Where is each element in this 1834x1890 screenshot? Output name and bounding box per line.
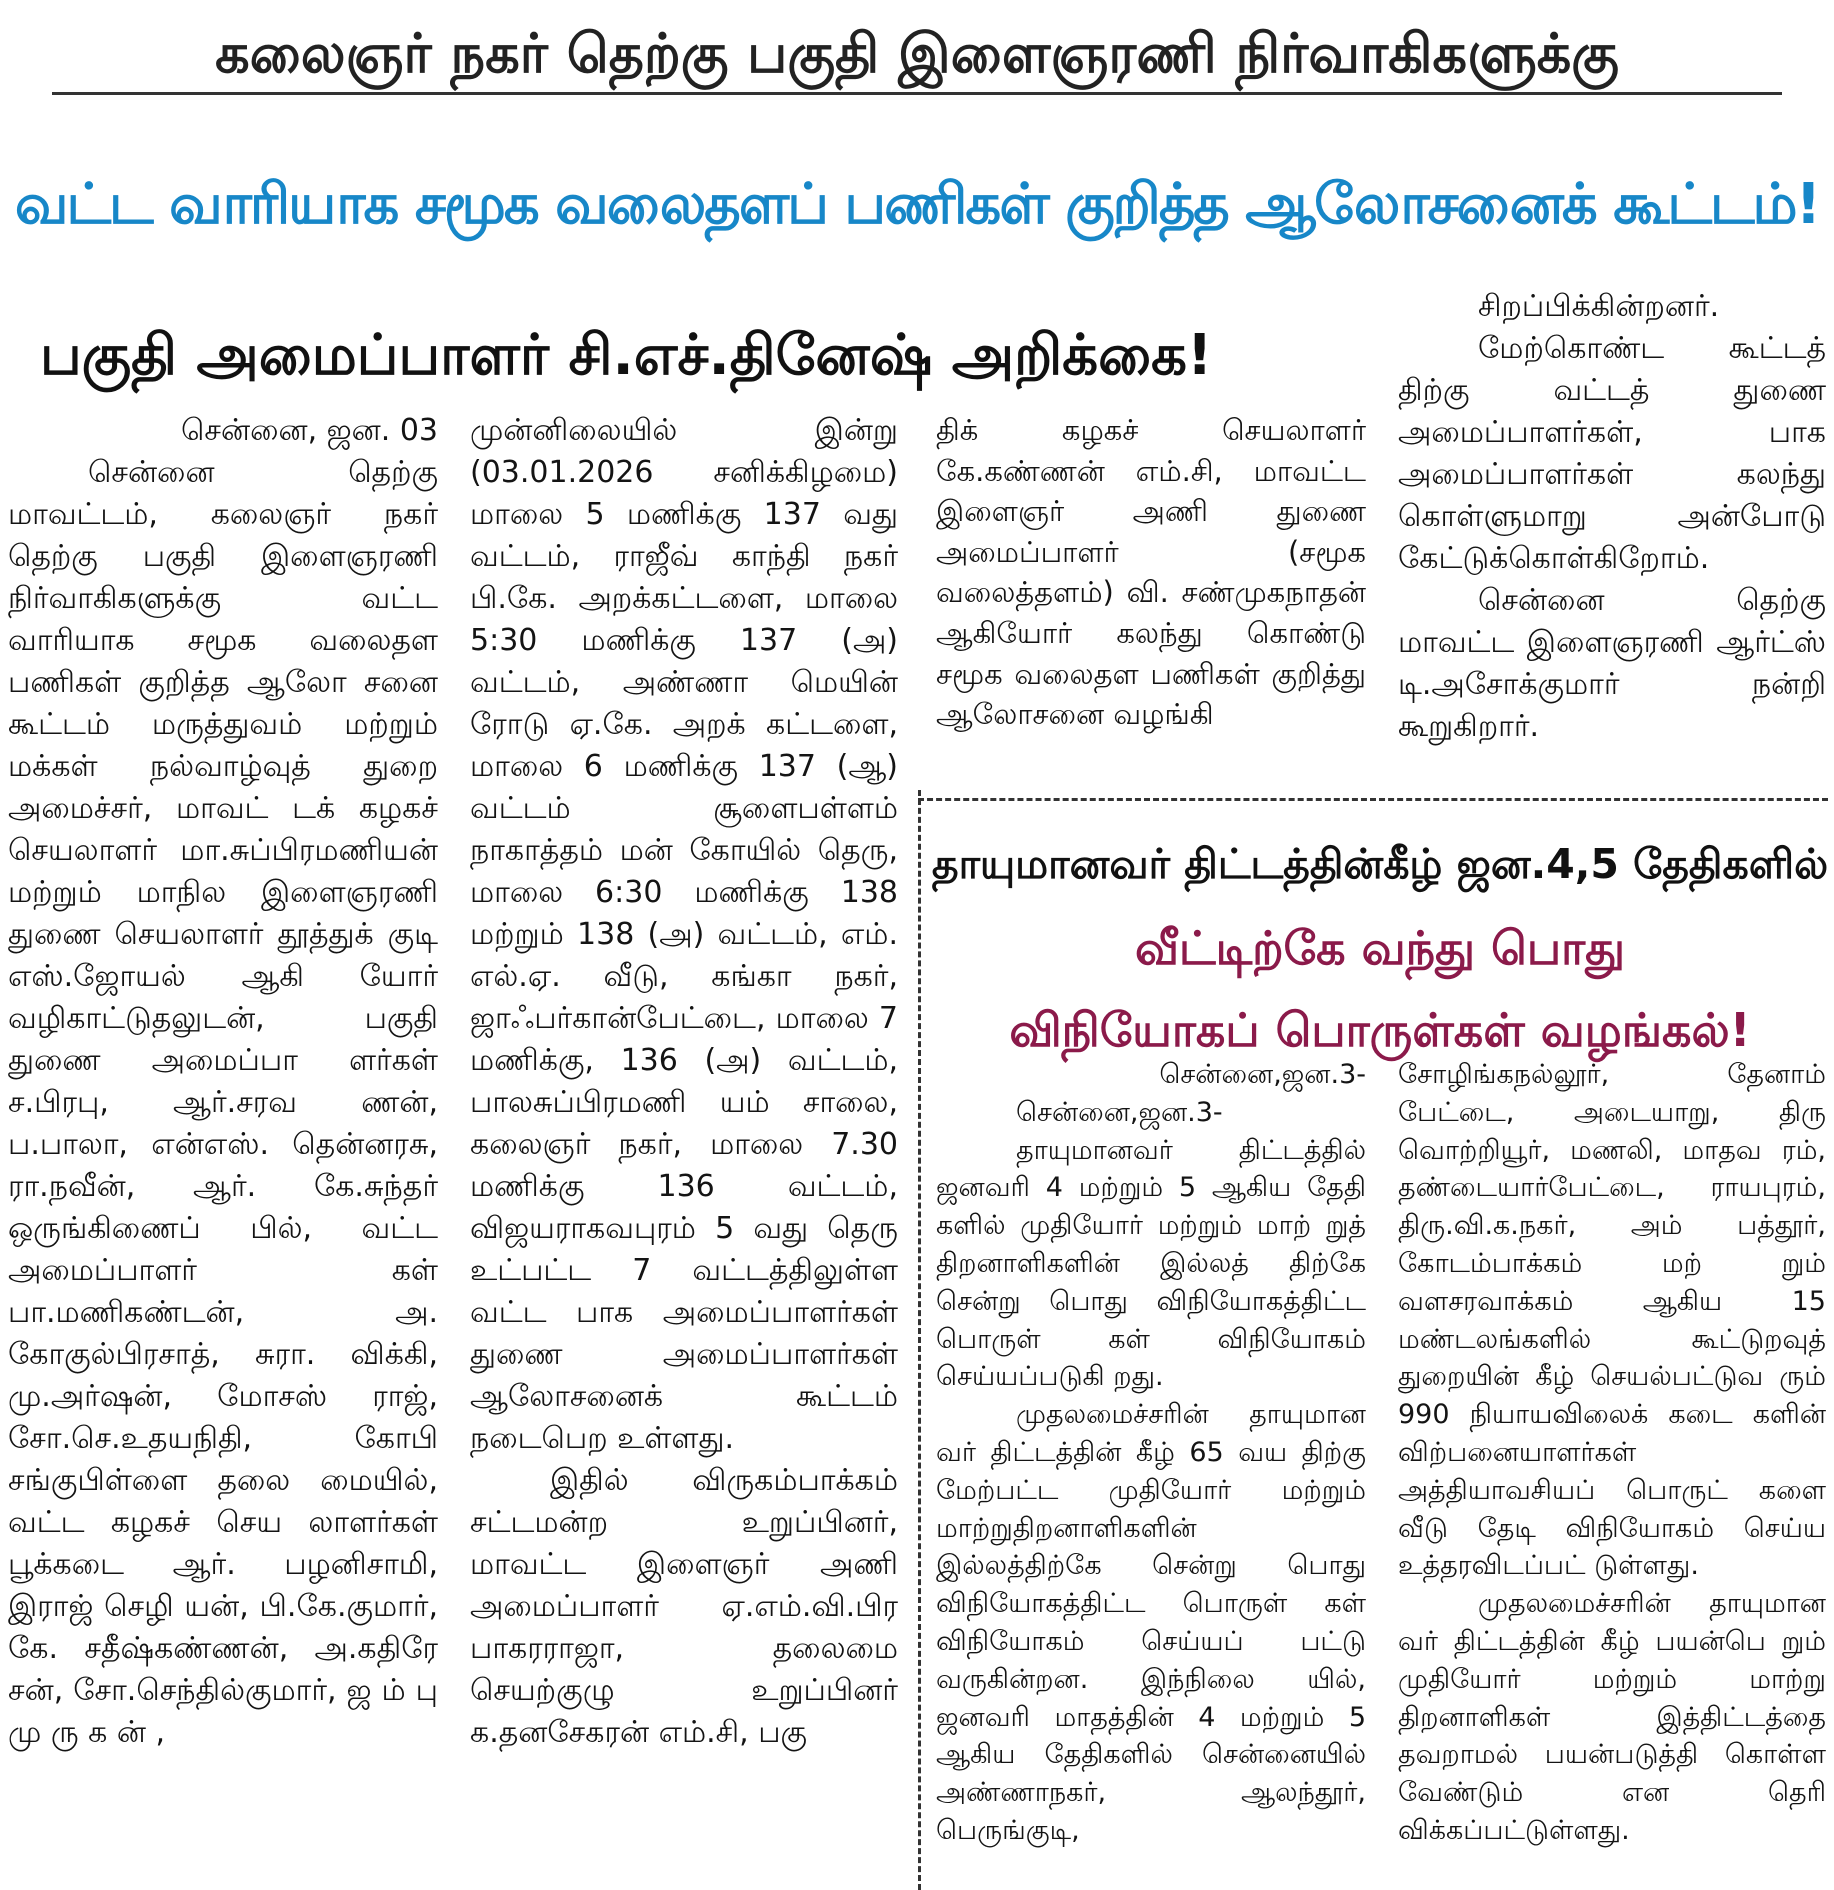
sub-headline: பகுதி அமைப்பாளர் சி.எச்.தினேஷ் அறிக்கை! [40, 323, 1213, 388]
article2-headline-line1: வீட்டிற்கே வந்து பொது [1134, 921, 1626, 975]
article1-paragraph: திக் கழகச் செயலாளர் கே.கண்ணன் எம்.சி, மாவட்ட இளைஞர் அணி துணை அமைப்பாளர் (சமூக வலைத்தளம்) வி. சண்முகநாதன் ஆகியோர் கலந்து கொண்டு சமூக வலைதள பணிகள் குறித்து ஆலோசனை வழங்கி [936, 413, 1366, 732]
article2-headline-line2: விநியோகப் பொருள்கள் வழங்கல்! [1009, 1003, 1751, 1057]
article1-paragraph: சென்னை தெற்கு மாவட்ட இளைஞரணி ஆர்ட்ஸ் டி.அசோக்குமார் நன்றி கூறுகிறார். [1398, 583, 1826, 744]
article1-column-4 [1398, 286, 1826, 786]
article2-dateline: சென்னை,ஜன.3- [1159, 1059, 1366, 1090]
article1-dateline: சென்னை, ஜன. 03 [181, 413, 438, 448]
kicker-underline [52, 92, 1782, 95]
box-divider-horizontal [918, 798, 1828, 801]
article2-dateline-repeat: சென்னை,ஜன.3- [1016, 1096, 1223, 1128]
article1-column-2 [470, 410, 898, 1850]
article1-paragraph: சிறப்பிக்கின்றனர். [1478, 289, 1720, 324]
article1-column-3 [936, 410, 1366, 770]
article1-paragraph: இதில் விருகம்பாக்கம் சட்டமன்ற உறுப்பினர், மாவட்ட இளைஞர் அணி அமைப்பாளர் ஏ.எம்.வி.பிர பாகரராஜா, தலைமை செயற்குழு உறுப்பினர் க.தனசேகரன் எம்.சி, பகு [470, 1463, 898, 1750]
kicker-headline: கலைஞர் நகர் தெற்கு பகுதி இளைஞரணி நிர்வாகிகளுக்கு [215, 22, 1619, 85]
article2-column-1 [936, 1056, 1366, 1876]
article1-paragraph: முன்னிலையில் இன்று (03.01.2026 சனிக்கிழமை) மாலை 5 மணிக்கு 137 வது வட்டம், ராஜீவ் காந்தி நகர் பி.கே. அறக்கட்டளை, மாலை 5:30 மணிக்கு 137 (அ) வட்டம், அண்ணா மெயின் ரோடு ஏ.கே. அறக் கட்டளை, மாலை 6 மணிக்கு 137 (ஆ) வட்டம் சூளைபள்ளம் நாகாத்தம் மன் கோயில் தெரு, மாலை 6:30 மணிக்கு 138 மற்றும் 138 (அ) வட்டம், எம். எல்.ஏ. வீடு, கங்கா நகர், ஜாஃபர்கான்பேட்டை, மாலை 7 மணிக்கு, 136 (அ) வட்டம், பாலசுப்பிரமணி யம் சாலை, கலைஞர் நகர், மாலை 7.30 மணிக்கு 136 வட்டம், விஜயராகவபுரம் 5 வது தெரு உட்பட்ட 7 வட்டத்திலுள்ள வட்ட பாக அமைப்பாளர்கள் துணை அமைப்பாளர்கள் ஆலோசனைக் கூட்டம் நடைபெற உள்ளது. [470, 413, 898, 1456]
article1-paragraph: மேற்கொண்ட கூட்டத் திற்கு வட்டத் துணை அமைப்பாளர்கள், பாக அமைப்பாளர்கள் கலந்து கொள்ளுமாறு அன்போடு கேட்டுக்கொள்கிறோம். [1398, 331, 1826, 576]
article2-column-2 [1398, 1056, 1826, 1876]
article1-paragraph: சென்னை தெற்கு மாவட்டம், கலைஞர் நகர் தெற்கு பகுதி இளைஞரணி நிர்வாகிகளுக்கு வட்ட வாரியாக சமூக வலைதள பணிகள் குறித்த ஆலோ சனை கூட்டம் மருத்துவம் மற்றும் மக்கள் நல்வாழ்வுத் துறை அமைச்சர், மாவட் டக் கழகச் செயலாளர் மா.சுப்பிரமணியன் மற்றும் மாநில இளைஞரணி துணை செயலாளர் தூத்துக் குடி எஸ்.ஜோயல் ஆகி யோர் வழிகாட்டுதலுடன், பகுதி துணை அமைப்பா ளர்கள் ச.பிரபு, ஆர்.சரவ ணன், ப.பாலா, என்எஸ். தென்னரசு, ரா.நவீன், ஆர். கே.சுந்தர் ஒருங்கிணைப் பில், வட்ட அமைப்பாளர் கள் பா.மணிகண்டன், அ. கோகுல்பிரசாத், சுரா. விக்கி, மு.அர்ஷன், மோசஸ் ராஜ், சோ.செ.உதயநிதி, கோபி சங்குபிள்ளை தலை மையில், வட்ட கழகச் செய லாளர்கள் பூக்கடை ஆர். பழனிசாமி, இராஜ் செழி யன், பி.கே.குமார், கே. சதீஷ்கண்ணன், அ.கதிரே சன், சோ.செந்தில்குமார், ஜ ம் பு மு ரு க ன் , [8, 455, 438, 1750]
article2-paragraph: சோழிங்கநல்லூர், தேனாம் பேட்டை, அடையாறு, திரு வொற்றியூர், மணலி, மாதவ ரம், தண்டையார்பேட்டை, ராயபுரம், திரு.வி.க.நகர், அம் பத்தூர், கோடம்பாக்கம் மற் றும் வளசரவாக்கம் ஆகிய 15 மண்டலங்களில் கூட்டுறவுத் துறையின் கீழ் செயல்பட்டுவ ரும் 990 நியாயவிலைக் கடை களின் விற்பனையாளர்கள் அத்தியாவசியப் பொருட் களை வீடு தேடி விநியோகம் செய்ய உத்தரவிடப்பட் டுள்ளது. [1398, 1059, 1826, 1582]
article2-kicker: தாயுமானவர் திட்டத்தின்கீழ் ஜன.4,5 தேதிகளில் [931, 840, 1829, 888]
article1-column-1 [8, 410, 438, 1850]
article2-paragraph: முதலமைச்சரின் தாயுமான வர் திட்டத்தின் கீழ் 65 வய திற்கு மேற்பட்ட முதியோர் மற்றும் மாற்றுதிறனாளிகளின் இல்லத்திற்கே சென்று பொது விநியோகத்திட்ட பொருள் கள் விநியோகம் செய்யப் பட்டு வருகின்றன. இந்நிலை யில், ஜனவரி மாதத்தின் 4 மற்றும் 5 ஆகிய தேதிகளில் சென்னையில் அண்ணாநகர், ஆலந்தூர், பெருங்குடி, [936, 1399, 1366, 1846]
box-divider-vertical [918, 790, 921, 1890]
article2-paragraph: தாயுமானவர் திட்டத்தில் ஜனவரி 4 மற்றும் 5 ஆகிய தேதி களில் முதியோர் மற்றும் மாற் றுத் திறனாளிகளின் இல்லத் திற்கே சென்று பொது விநியோகத்திட்ட பொருள் கள் விநியோகம் செய்யப்படுகி றது. [936, 1134, 1366, 1393]
article2-paragraph: முதலமைச்சரின் தாயுமான வர் திட்டத்தின் கீழ் பயன்பெ றும் முதியோர் மற்றும் மாற்று திறனாளிகள் இத்திட்டத்தை தவறாமல் பயன்படுத்தி கொள்ள வேண்டும் என தெரி விக்கப்பட்டுள்ளது. [1398, 1588, 1826, 1846]
main-headline: வட்ட வாரியாக சமூக வலைதளப் பணிகள் குறித்த ஆலோசனைக் கூட்டம்! [14, 172, 1820, 237]
